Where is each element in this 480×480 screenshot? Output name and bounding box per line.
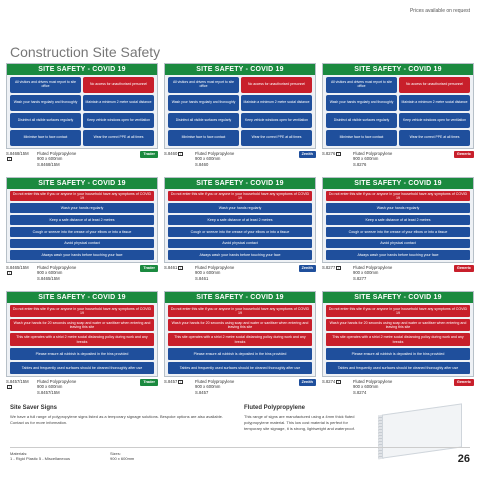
sign-image	[322, 291, 474, 377]
product-code	[6, 379, 31, 390]
product-code	[164, 379, 189, 384]
product-meta	[164, 151, 316, 167]
product-grid	[6, 63, 474, 405]
sign-tile	[83, 77, 154, 93]
sign-list-item: Wash your hands regularly	[326, 203, 470, 213]
product-codes	[322, 265, 347, 270]
sign-red-line: This site operates with a strict 2 metre social distancing policy during work and any breaks	[326, 333, 470, 345]
sign-tile	[83, 130, 154, 146]
product-meta	[164, 265, 316, 281]
product-card[interactable]	[6, 63, 158, 173]
sign-tile-text: Keep vehicle windows open for ventilation	[87, 117, 150, 122]
sign-tile-text: Wear the correct PPE at all times	[93, 135, 144, 140]
sign-tile	[399, 130, 470, 146]
sign-blue-line: Tables and frequently used surfaces should be cleaned thoroughly after use	[168, 362, 312, 374]
product-code-text: S.8457/15M	[6, 379, 29, 384]
product-codes	[6, 379, 31, 390]
product-code-text: S.8457	[164, 379, 178, 384]
sign-header: SITE SAFETY - COVID 19	[323, 178, 473, 189]
sign-list-item: Always wash your hands before touching your face	[168, 250, 312, 260]
sign-list-item: Keep a safe distance of at least 2 metres	[10, 215, 154, 225]
sign-tile-text: Wear the correct PPE at all times	[251, 135, 302, 140]
product-material: Fluted Polypropylene	[195, 379, 235, 384]
sign-header: SITE SAFETY - COVID 19	[165, 292, 315, 303]
sign-tile	[168, 77, 239, 93]
sign-tiles	[168, 77, 312, 146]
brand-badge: Zenith	[299, 265, 316, 272]
product-card[interactable]	[164, 177, 316, 287]
sign-tile	[168, 113, 239, 129]
sign-intro: Do not enter this site if you or anyone in your household have any symptoms of COVID 19	[326, 191, 470, 201]
product-code	[6, 265, 31, 276]
sign-tile-text: Wash your hands regularly and thoroughly	[329, 99, 394, 104]
sign-list-item: Keep a safe distance of at least 2 metres	[168, 215, 312, 225]
sign-list-item: Cough or sneeze into the crease of your elbow or into a tissue	[10, 227, 154, 237]
info-icon[interactable]: i	[178, 266, 183, 270]
product-code-text: S.8465/15M	[6, 265, 29, 270]
sign-image	[6, 291, 158, 377]
product-card[interactable]	[6, 291, 158, 401]
sign-image	[322, 63, 474, 149]
sizes-value: 900 x 600mm	[110, 456, 135, 461]
product-code-alt: S.8457/15M	[37, 389, 60, 395]
sign-tile	[10, 130, 81, 146]
fluted-title: Fluted Polypropylene	[244, 405, 306, 411]
sign-tile	[241, 77, 312, 93]
info-icon[interactable]: i	[336, 152, 341, 156]
sign-red-line: Wash your hands for 20 seconds using soap and water or sanitiser when entering and leaving this site	[326, 319, 470, 331]
sign-tile-text: Minimise face to face contact	[181, 135, 226, 140]
prices-note: Prices available on request	[409, 8, 470, 14]
product-code	[322, 151, 347, 156]
sign-blue-line: Tables and frequently used surfaces should be cleaned thoroughly after use	[10, 362, 154, 374]
product-code	[164, 151, 189, 156]
info-icon[interactable]: i	[7, 385, 12, 389]
sign-tile-text: Disinfect all visible surfaces regularly	[175, 117, 232, 122]
product-code-alt: S.8457	[195, 389, 209, 395]
brand-badge: Trader	[140, 379, 158, 386]
product-card[interactable]	[322, 177, 474, 287]
sign-header: SITE SAFETY - COVID 19	[323, 292, 473, 303]
sign-body	[7, 75, 157, 148]
product-codes	[322, 379, 347, 384]
product-material: Fluted Polypropylene	[195, 151, 235, 156]
sign-intro: Do not enter this site if you or anyone in your household have any symptoms of COVID 19	[10, 191, 154, 201]
sign-list-item: Always wash your hands before touching your face	[10, 250, 154, 260]
product-code	[164, 265, 189, 270]
sign-tile	[326, 95, 397, 111]
sign-tile-text: Maintain a minimum 2 metre social distance	[401, 99, 468, 104]
sign-red-line: This site operates with a strict 2 metre social distancing policy during work and any breaks	[10, 333, 154, 345]
product-material: Fluted Polypropylene	[37, 265, 77, 270]
sign-tile	[10, 95, 81, 111]
sign-tile	[241, 130, 312, 146]
product-codes	[6, 265, 31, 276]
product-material: Fluted Polypropylene	[37, 151, 77, 156]
product-meta	[322, 151, 474, 167]
product-desc	[353, 151, 454, 167]
sign-intro: Do not enter this site if you or anyone in your household have any symptoms of COVID 19	[168, 191, 312, 201]
sign-red-line: Do not enter this site if you or anyone in your household have any symptoms of COVID 19	[326, 305, 470, 317]
sign-tile-text: Minimise face to face contact	[339, 135, 384, 140]
sign-image	[322, 177, 474, 263]
product-card[interactable]	[164, 63, 316, 173]
page-number: 26	[457, 453, 470, 465]
product-desc	[353, 265, 454, 281]
brand-badge: Trader	[140, 265, 158, 272]
product-code-alt: S.8460	[195, 161, 209, 167]
sign-red-line: Do not enter this site if you or anyone in your household have any symptoms of COVID 19	[10, 305, 154, 317]
materials-value: 1 - Rigid Plastic 5 - Miscellaneous	[10, 456, 71, 461]
product-material: Fluted Polypropylene	[353, 265, 393, 270]
sign-tile	[168, 130, 239, 146]
sign-tile	[168, 95, 239, 111]
product-code-text: S.8460	[164, 151, 178, 156]
product-code-text: S.8274	[322, 379, 336, 384]
brand-badge: Zenith	[299, 151, 316, 158]
materials-block	[10, 451, 110, 467]
sign-body	[323, 75, 473, 148]
sign-list-item: Avoid physical contact	[10, 239, 154, 249]
product-size: 900 x 600mm	[353, 156, 379, 162]
product-desc	[195, 379, 299, 395]
sign-tile-text: Wash your hands regularly and thoroughly	[171, 99, 236, 104]
sign-red-line: Do not enter this site if you or anyone in your household have any symptoms of COVID 19	[168, 305, 312, 317]
product-row	[6, 291, 474, 401]
product-code-alt: S.8461	[195, 275, 209, 281]
product-code-alt: S.8277	[353, 275, 367, 281]
sign-list-item: Wash your hands regularly	[10, 203, 154, 213]
product-code-alt: S.8274	[353, 389, 367, 395]
product-size: 900 x 600mm	[353, 270, 379, 276]
product-row	[6, 177, 474, 287]
sign-image	[164, 177, 316, 263]
product-row	[6, 63, 474, 173]
sign-header: SITE SAFETY - COVID 19	[323, 64, 473, 75]
brand-badge: Generic	[454, 265, 474, 272]
materials-label: Materials:	[10, 451, 28, 456]
sign-list-item: Keep a safe distance of at least 2 metres	[326, 215, 470, 225]
sign-blue-line: Please ensure all rubbish is deposited in the bins provided	[10, 348, 154, 360]
product-desc	[37, 379, 140, 395]
sign-blue-line: Please ensure all rubbish is deposited in the bins provided	[168, 348, 312, 360]
sign-header: SITE SAFETY - COVID 19	[7, 178, 157, 189]
sign-tile	[399, 77, 470, 93]
product-meta	[164, 379, 316, 395]
product-desc	[353, 379, 454, 395]
sign-tile	[83, 95, 154, 111]
product-size: 900 x 600mm	[353, 384, 379, 390]
sign-tile	[241, 113, 312, 129]
product-code-alt: S.8468/15M	[37, 161, 60, 167]
product-size: 900 x 600mm	[37, 156, 63, 162]
sign-tile-text: Maintain a minimum 2 metre social distance	[243, 99, 310, 104]
sign-tile	[326, 130, 397, 146]
product-desc	[195, 151, 299, 167]
product-meta	[6, 265, 158, 281]
sign-list-item: Wash your hands regularly	[168, 203, 312, 213]
product-code-text: S.8277	[322, 265, 336, 270]
product-size: 900 x 600mm	[37, 384, 63, 390]
product-desc	[37, 151, 140, 167]
fluted-text: This range of signs are manufactured using a 4mm thick fluted polypropylene material. This low cost material is perfect for temporary site signage, it is strong, lightweight and waterproof.	[244, 414, 355, 431]
product-card[interactable]	[322, 63, 474, 173]
product-codes	[164, 379, 189, 384]
sizes-block	[110, 451, 210, 467]
info-icon[interactable]: i	[336, 266, 341, 270]
product-code	[322, 379, 347, 384]
sign-red-line: This site operates with a strict 2 metre social distancing policy during work and any breaks	[168, 333, 312, 345]
sign-body	[323, 189, 473, 262]
sign-tile-text: Wear the correct PPE at all times	[409, 135, 460, 140]
sign-image	[6, 177, 158, 263]
sign-tile	[83, 113, 154, 129]
brand-badge: Zenith	[299, 379, 316, 386]
product-meta	[6, 151, 158, 167]
sign-header: SITE SAFETY - COVID 19	[165, 64, 315, 75]
sign-tile-text: Disinfect all visible surfaces regularly	[333, 117, 390, 122]
sign-list-item: Cough or sneeze into the crease of your elbow or into a tissue	[168, 227, 312, 237]
sign-body	[165, 303, 315, 376]
sign-tile-text: Maintain a minimum 2 metre social distance	[85, 99, 152, 104]
product-code-text: S.8468/15M	[6, 151, 29, 156]
sign-tile-text: No access for unauthorised personnel	[405, 82, 464, 86]
sign-header: SITE SAFETY - COVID 19	[165, 178, 315, 189]
sign-tile-text: All visitors and drivers must report to site office	[330, 80, 393, 88]
sign-tile	[399, 95, 470, 111]
sign-red-line: Wash your hands for 20 seconds using soap and water or sanitiser when entering and leaving this site	[10, 319, 154, 331]
product-material: Fluted Polypropylene	[353, 151, 393, 156]
page-title: Construction Site Safety	[10, 44, 161, 60]
sign-image	[164, 63, 316, 149]
sign-list-item: Avoid physical contact	[168, 239, 312, 249]
product-card[interactable]	[164, 291, 316, 401]
product-code	[322, 265, 347, 270]
sign-body	[323, 303, 473, 376]
info-icon[interactable]: i	[336, 380, 341, 384]
sign-tile-text: Disinfect all visible surfaces regularly	[17, 117, 74, 122]
sign-tile-text: No access for unauthorised personnel	[89, 82, 148, 86]
sign-tile	[326, 77, 397, 93]
product-desc	[195, 265, 299, 281]
sign-blue-line: Please ensure all rubbish is deposited in the bins provided	[326, 348, 470, 360]
info-icon[interactable]: i	[178, 380, 183, 384]
product-code-text: S.8276	[322, 151, 336, 156]
product-size: 900 x 600mm	[195, 156, 221, 162]
sign-tiles	[10, 77, 154, 146]
sign-tile	[10, 113, 81, 129]
info-icon[interactable]: i	[7, 157, 12, 161]
sign-body	[165, 189, 315, 262]
product-card[interactable]	[6, 177, 158, 287]
sign-body	[7, 303, 157, 376]
sign-tile-text: No access for unauthorised personnel	[247, 82, 306, 86]
product-desc	[37, 265, 140, 281]
sign-list-item: Always wash your hands before touching your face	[326, 250, 470, 260]
product-meta	[322, 265, 474, 281]
product-material: Fluted Polypropylene	[353, 379, 393, 384]
product-meta	[322, 379, 474, 395]
sign-tile-text: All visitors and drivers must report to site office	[172, 80, 235, 88]
sign-tile	[326, 113, 397, 129]
sign-list-item: Cough or sneeze into the crease of your elbow or into a tissue	[326, 227, 470, 237]
sign-list-item: Avoid physical contact	[326, 239, 470, 249]
sign-tile-text: Keep vehicle windows open for ventilation	[245, 117, 308, 122]
product-material: Fluted Polypropylene	[37, 379, 77, 384]
product-size: 900 x 600mm	[37, 270, 63, 276]
product-code-alt: S.8465/15M	[37, 275, 60, 281]
sign-body	[165, 75, 315, 148]
product-size: 900 x 600mm	[195, 270, 221, 276]
sign-tile	[399, 113, 470, 129]
product-codes	[6, 151, 31, 162]
page-footer	[10, 447, 470, 467]
product-code-text: S.8461	[164, 265, 178, 270]
sign-image	[164, 291, 316, 377]
brand-badge: Generic	[454, 379, 474, 386]
info-icon[interactable]: i	[178, 152, 183, 156]
info-icon[interactable]: i	[7, 271, 12, 275]
sign-tile	[10, 77, 81, 93]
site-saver-text: We have a full range of polypropylene signs listed as a temporary signage solutions. Bespoke options are also available. Contact us for more information.	[10, 414, 223, 425]
sign-tile	[241, 95, 312, 111]
product-card[interactable]	[322, 291, 474, 401]
brand-badge: Generic	[454, 151, 474, 158]
sign-red-line: Wash your hands for 20 seconds using soap and water or sanitiser when entering and leaving this site	[168, 319, 312, 331]
product-code-alt: S.8276	[353, 161, 367, 167]
product-meta	[6, 379, 158, 395]
sizes-label: Sizes:	[110, 451, 121, 456]
site-saver-title: Site Saver Signs	[10, 405, 58, 411]
brand-badge: Trader	[140, 151, 158, 158]
sign-blue-line: Tables and frequently used surfaces should be cleaned thoroughly after use	[326, 362, 470, 374]
product-codes	[322, 151, 347, 156]
sign-header: SITE SAFETY - COVID 19	[7, 292, 157, 303]
product-size: 900 x 600mm	[195, 384, 221, 390]
sign-image	[6, 63, 158, 149]
product-codes	[164, 265, 189, 270]
product-code	[6, 151, 31, 162]
sign-tiles	[326, 77, 470, 146]
sign-body	[7, 189, 157, 262]
product-material: Fluted Polypropylene	[195, 265, 235, 270]
product-codes	[164, 151, 189, 156]
sign-tile-text: Wash your hands regularly and thoroughly	[13, 99, 78, 104]
sign-tile-text: Minimise face to face contact	[23, 135, 68, 140]
sign-header: SITE SAFETY - COVID 19	[7, 64, 157, 75]
sign-tile-text: All visitors and drivers must report to site office	[14, 80, 77, 88]
sign-tile-text: Keep vehicle windows open for ventilation	[403, 117, 466, 122]
